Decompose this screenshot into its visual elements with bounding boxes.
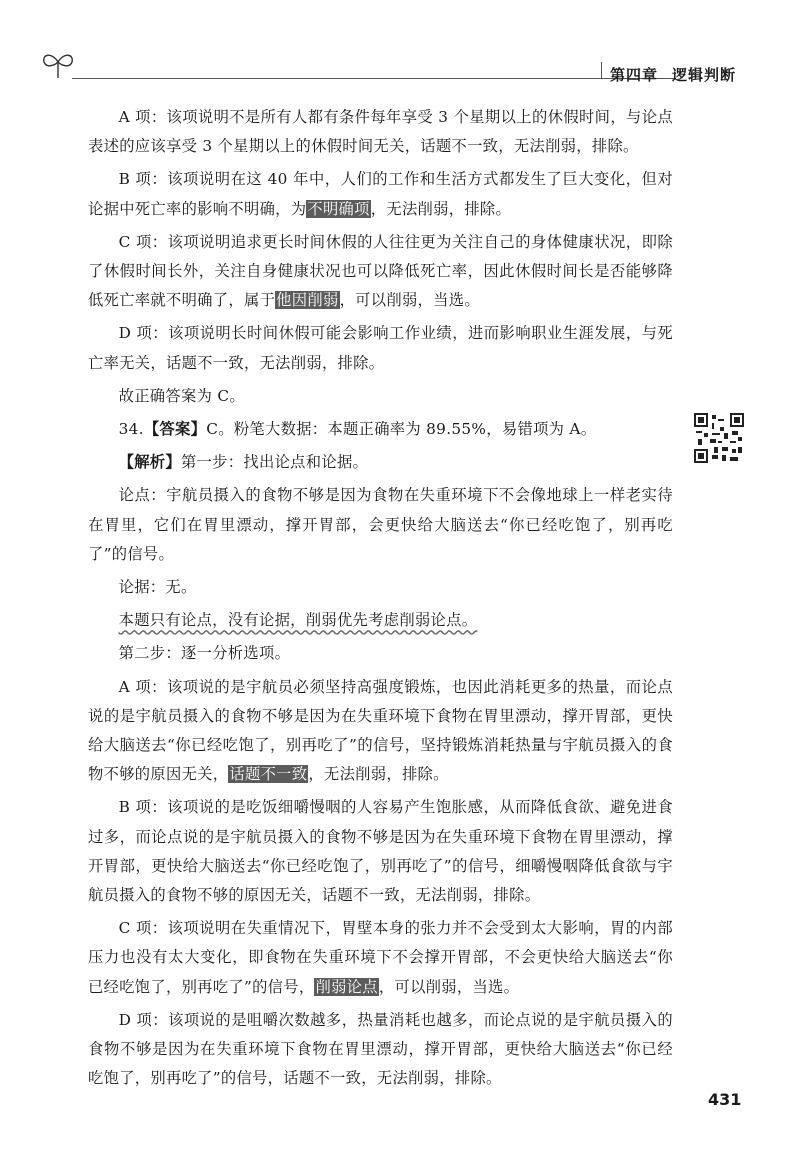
highlighted-term: 削弱论点 bbox=[315, 977, 378, 996]
highlighted-term: 他因削弱 bbox=[276, 291, 339, 310]
paragraph-text: ，无法削弱，排除。 bbox=[308, 765, 449, 784]
paragraph-text: 故正确答案为 C。 bbox=[118, 386, 245, 405]
paragraph-argument bbox=[88, 481, 673, 569]
paragraph-conclusion bbox=[88, 382, 673, 411]
paragraph-note bbox=[88, 606, 673, 635]
chapter-title: 逻辑判断 bbox=[672, 66, 737, 84]
paragraph-text: B 项：该项说明在这 40 年中，人们的工作和生活方式都发生了巨大变化，但对论据中死亡率的影响不明确，为 bbox=[88, 170, 673, 218]
paragraph-option-b bbox=[88, 165, 673, 223]
paragraph-text: C 项：该项说明追求更长时间休假的人往往更为关注自己的身体健康状况，即除了休假时间长外，关注自身健康状况也可以降低死亡率，因此休假时间长是否能够降低死亡率就不明确了，属于 bbox=[88, 232, 673, 310]
paragraph-option-d bbox=[88, 319, 673, 377]
highlighted-term: 不明确项 bbox=[307, 199, 370, 218]
paragraph-option-a bbox=[88, 103, 673, 161]
paragraph-text: 第二步：逐一分析选项。 bbox=[118, 644, 291, 663]
paragraph-evidence bbox=[88, 573, 673, 602]
chapter-heading bbox=[610, 64, 736, 85]
paragraph-text: A 项：该项说明不是所有人都有条件每年享受 3 个星期以上的休假时间，与论点表述的应该享受 3 个星期以上的休假时间无关，话题不一致，无法削弱，排除。 bbox=[88, 108, 673, 156]
paragraph-q34-option-c bbox=[88, 914, 673, 1002]
page-header bbox=[0, 0, 800, 100]
paragraph-q34-option-d bbox=[88, 1006, 673, 1094]
chapter-label: 第四章 bbox=[610, 66, 659, 84]
paragraph-text: A 项：该项说的是宇航员必须坚持高强度锻炼，也因此消耗更多的热量，而论点说的是宇航员摄入的食物不够是因为在失重环境下食物在胃里漂动，撑开胃部，更快给大脑送去“你已经吃饱了，别再吃了”的信号，坚持锻炼消耗热量与宇航员摄入的食物不够的原因无关， bbox=[88, 677, 673, 784]
header-rule bbox=[72, 78, 676, 79]
page-body bbox=[88, 103, 673, 1098]
paragraph-text: D 项：该项说明长时间休假可能会影响工作业绩，进而影响职业生涯发展，与死亡率无关，话题不一致，无法削弱，排除。 bbox=[88, 324, 673, 372]
paragraph-text: C。粉笔大数据：本题正确率为 89.55%，易错项为 A。 bbox=[206, 420, 597, 439]
paragraph-text: 第一步：找出论点和论据。 bbox=[180, 453, 369, 472]
paragraph-step-two bbox=[88, 639, 673, 668]
answer-tag: 【答案】 bbox=[143, 420, 207, 439]
paragraph-text: B 项：该项说的是吃饭细嚼慢咽的人容易产生饱胀感，从而降低食欲、避免进食过多，而论点说的是宇航员摄入的食物不够是因为在失重环境下食物在胃里漂动，撑开胃部，更快给大脑送去“你已经吃饱了，别再吃了”的信号，细嚼慢咽降低食欲与宇航员摄入的食物不够的原因无关，话题不一致，无法削弱，排除。 bbox=[88, 798, 673, 905]
header-separator bbox=[601, 62, 602, 79]
paragraph-option-c bbox=[88, 228, 673, 316]
paragraph-text: C 项：该项说明在失重情况下，胃壁本身的张力并不会受到太大影响，胃的内部压力也没有太大变化，即食物在失重环境下不会撑开胃部，不会更快给大脑送去“你已经吃饱了，别再吃了”的信号， bbox=[88, 919, 673, 996]
paragraph-q34-option-b bbox=[88, 793, 673, 910]
highlighted-term: 话题不一致 bbox=[229, 765, 308, 784]
paragraph-analysis bbox=[88, 448, 673, 477]
page-number: 431 bbox=[708, 1090, 742, 1109]
analysis-tag: 【解析】 bbox=[118, 453, 181, 472]
qr-code-icon bbox=[694, 413, 744, 463]
paragraph-text: 论据：无。 bbox=[118, 578, 197, 597]
sprout-leaf-icon bbox=[40, 48, 76, 80]
paragraph-answer-34 bbox=[88, 415, 673, 444]
paragraph-text: 论点：宇航员摄入的食物不够是因为食物在失重环境下不会像地球上一样老实待在胃里，它们在胃里漂动，撑开胃部，会更快给大脑送去“你已经吃饱了，别再吃了”的信号。 bbox=[88, 486, 673, 563]
paragraph-text: ，无法削弱，排除。 bbox=[370, 199, 512, 218]
paragraph-text: D 项：该项说的是咀嚼次数越多，热量消耗也越多，而论点说的是宇航员摄入的食物不够是因为在失重环境下食物在胃里漂动，撑开胃部，更快给大脑送去“你已经吃饱了，别再吃了”的信号，话题不一致，无法削弱，排除。 bbox=[88, 1010, 673, 1088]
question-number: 34. bbox=[118, 420, 144, 439]
paragraph-text: ，可以削弱，当选。 bbox=[339, 291, 480, 310]
paragraph-q34-option-a bbox=[88, 673, 673, 790]
paragraph-text: ，可以削弱，当选。 bbox=[378, 977, 520, 996]
wavy-underlined-text: 本题只有论点，没有论据，削弱优先考虑削弱论点。 bbox=[118, 611, 478, 630]
